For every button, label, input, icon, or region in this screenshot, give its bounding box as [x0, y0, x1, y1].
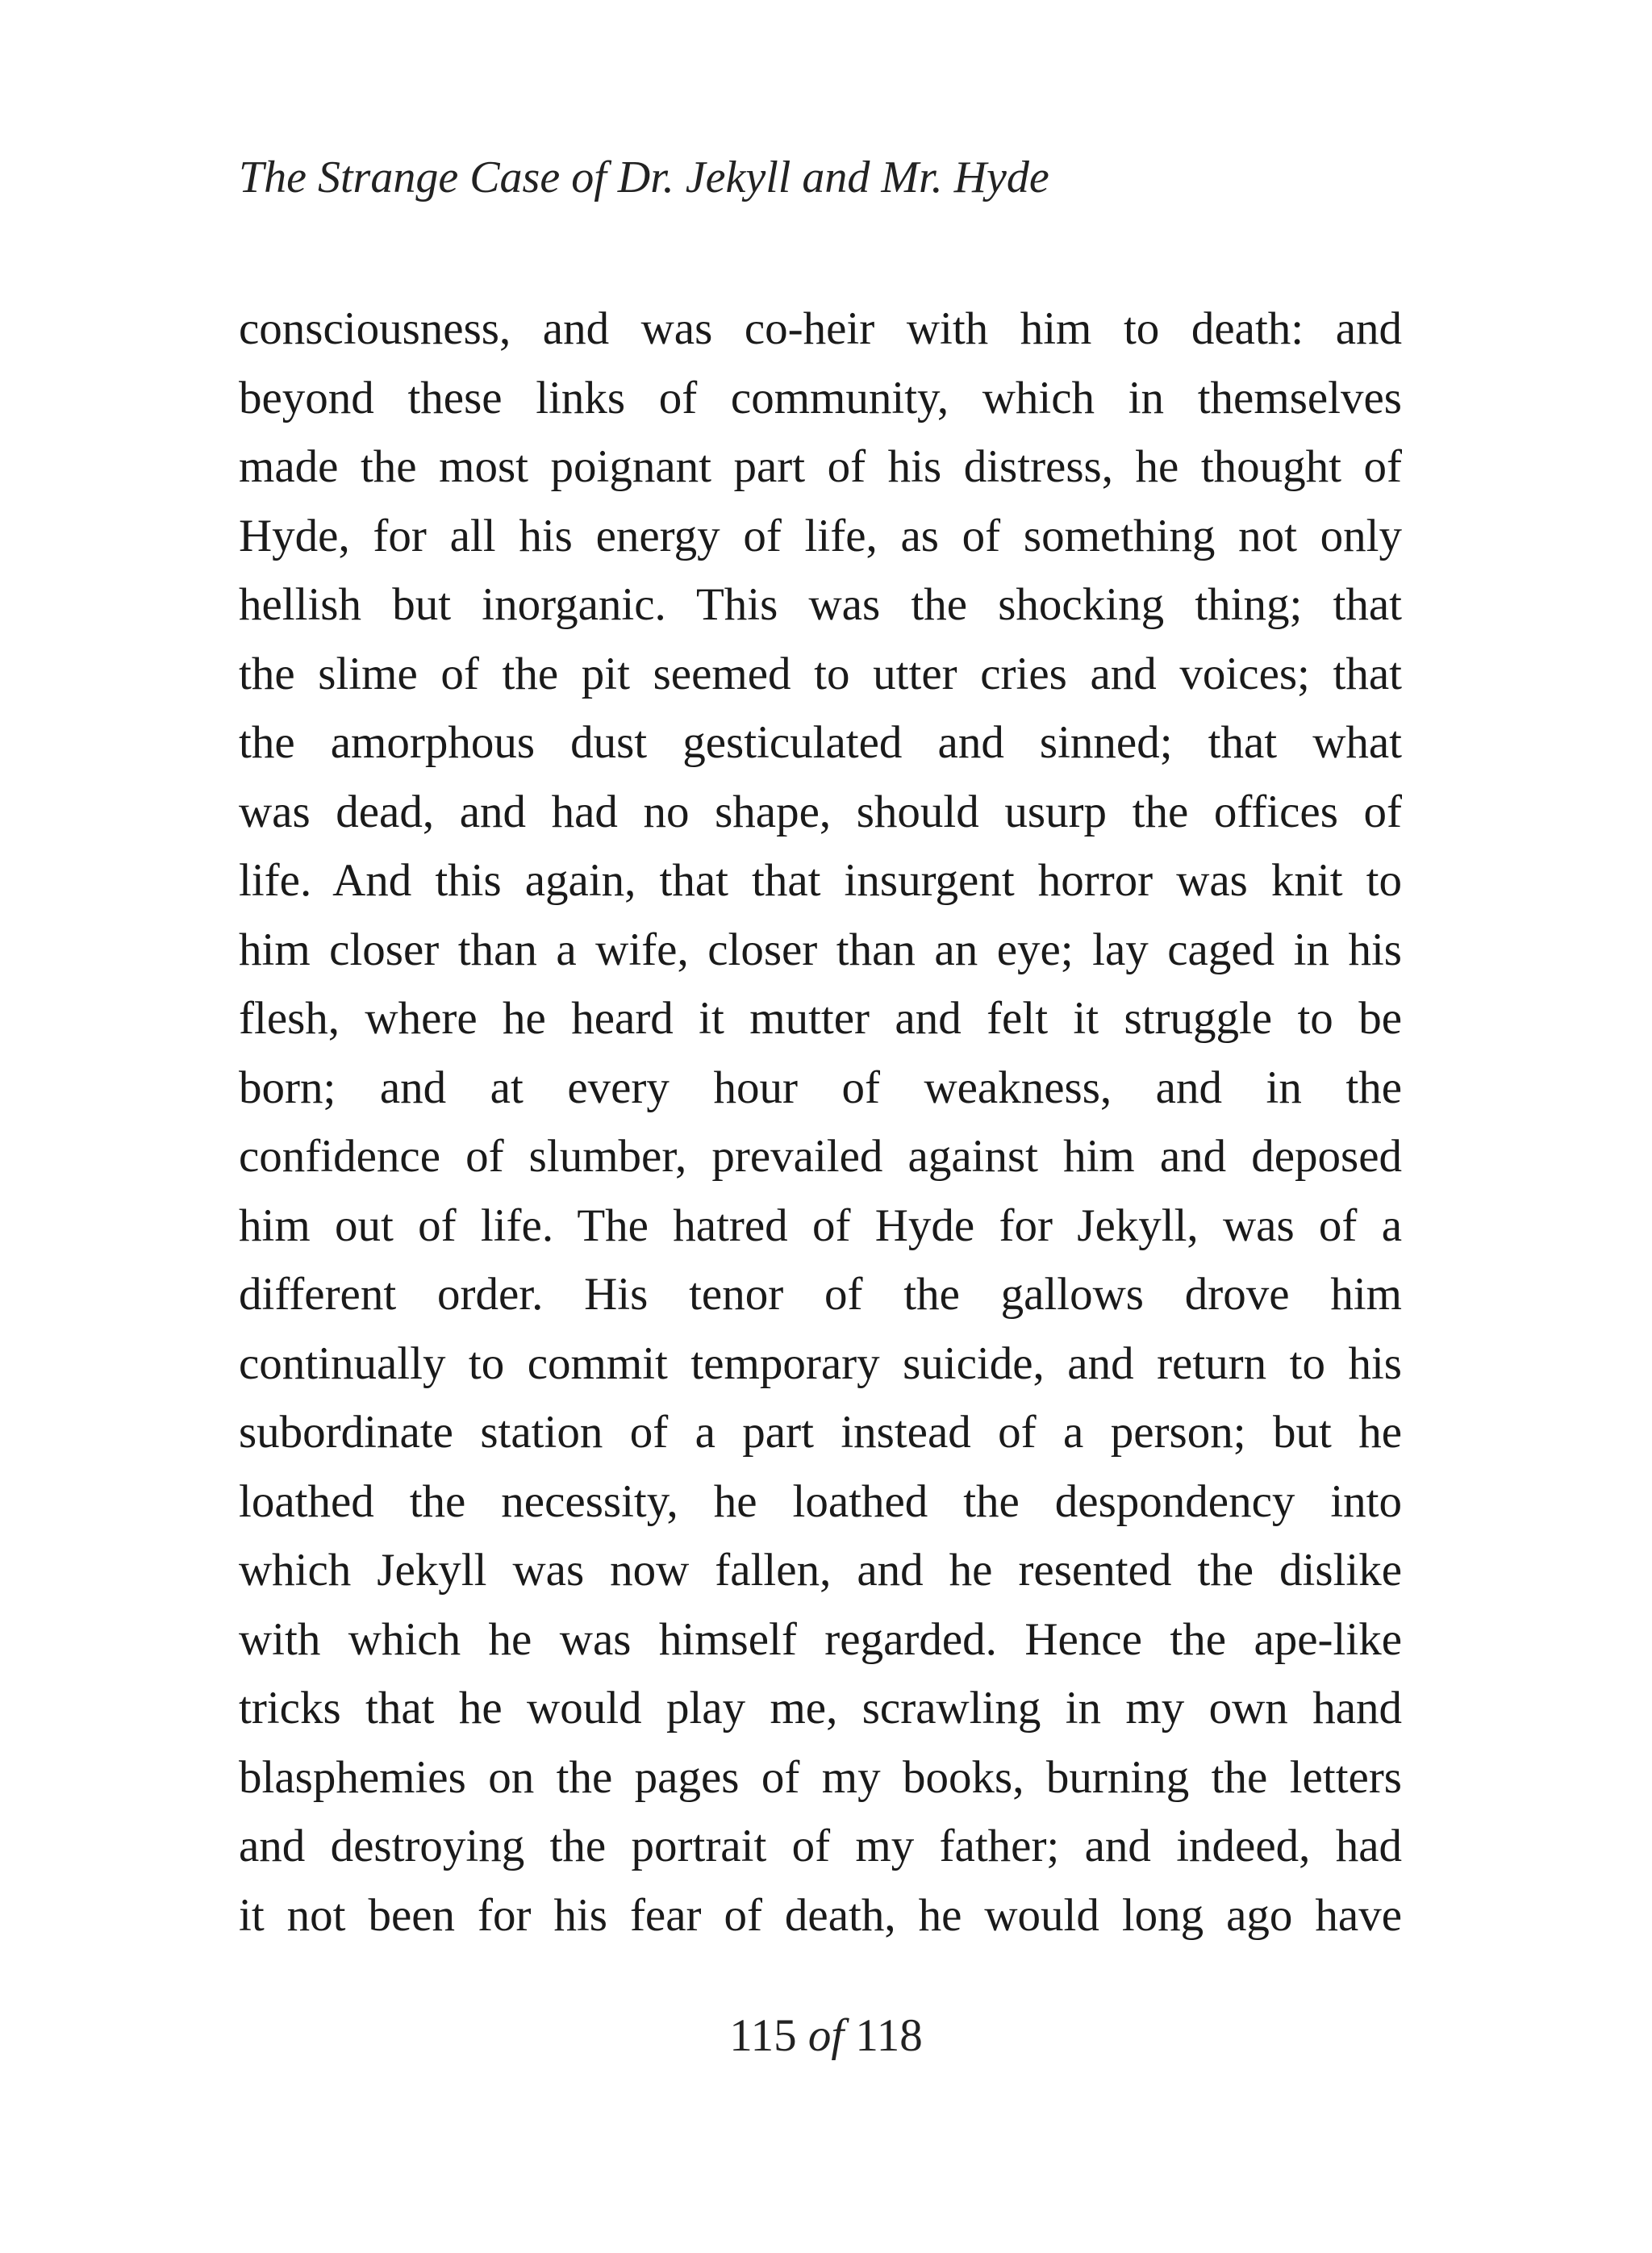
page-of-word: of [807, 2010, 845, 2061]
body-line: life. And this again, that that insurgent horror was knit to [239, 855, 1402, 906]
body-line: flesh, where he heard it mutter and felt it struggle to be [239, 993, 1402, 1044]
body-line: Hyde, for all his energy of life, as of something not only [239, 510, 1402, 561]
body-line: the amorphous dust gesticulated and sinned; that what [239, 717, 1402, 768]
body-line: born; and at every hour of weakness, and in the [239, 1062, 1402, 1113]
body-line: the slime of the pit seemed to utter cries and voices; that [239, 648, 1402, 699]
total-page-count: 118 [855, 2010, 923, 2061]
body-line: hellish but inorganic. This was the shocking thing; that [239, 579, 1402, 630]
body-line: beyond these links of community, which in themselves [239, 372, 1402, 423]
running-header-title: The Strange Case of Dr. Jekyll and Mr. Hyde [239, 152, 1049, 202]
body-line: with which he was himself regarded. Hence the ape-like [239, 1613, 1402, 1665]
body-line: him closer than a wife, closer than an eye; lay caged in his [239, 924, 1402, 975]
body-line: tricks that he would play me, scrawling in my own hand [239, 1683, 1402, 1734]
body-line: it not been for his fear of death, he would long ago have [239, 1889, 1402, 1941]
body-line: made the most poignant part of his distress, he thought of [239, 441, 1402, 492]
body-line: subordinate station of a part instead of a person; but he [239, 1407, 1402, 1458]
body-text [239, 294, 1402, 1950]
body-line: consciousness, and was co-heir with him to death: and [239, 303, 1402, 354]
current-page-number: 115 [729, 2010, 797, 2061]
body-line: different order. His tenor of the gallows drove him [239, 1269, 1402, 1320]
body-line: him out of life. The hatred of Hyde for Jekyll, was of a [239, 1200, 1402, 1251]
body-line: was dead, and had no shape, should usurp the offices of [239, 786, 1402, 837]
body-line: loathed the necessity, he loathed the despondency into [239, 1475, 1402, 1527]
body-line: continually to commit temporary suicide, and return to his [239, 1337, 1402, 1389]
body-line: which Jekyll was now fallen, and he resented the dislike [239, 1545, 1402, 1596]
body-line: blasphemies on the pages of my books, burning the letters [239, 1751, 1402, 1803]
body-line: and destroying the portrait of my father; and indeed, had [239, 1821, 1402, 1871]
body-line: confidence of slumber, prevailed against him and deposed [239, 1131, 1402, 1182]
page-number [0, 2004, 1652, 2068]
